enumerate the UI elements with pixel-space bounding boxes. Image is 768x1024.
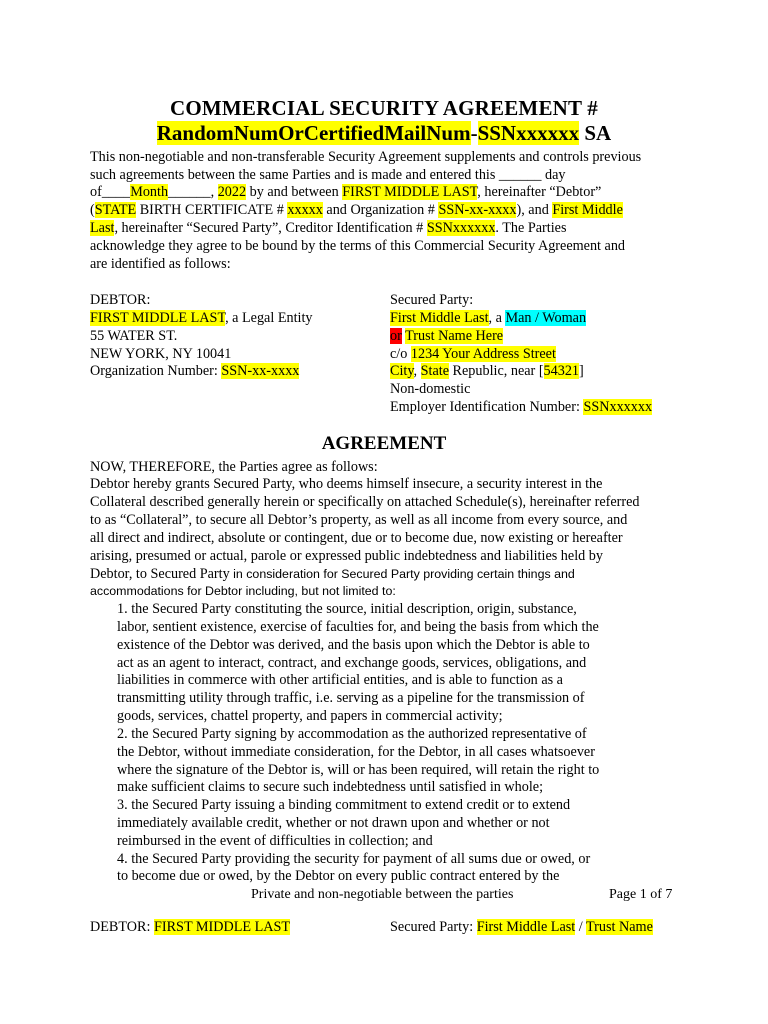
or-marker: or: [390, 328, 402, 344]
gender-field: Man / Woman: [505, 310, 587, 326]
debtor-city: NEW YORK, NY 10041: [90, 346, 232, 362]
list-item: goods, services, chattel property, and papers in commercial activity;: [117, 708, 503, 724]
agreement-title: COMMERCIAL SECURITY AGREEMENT #: [169, 96, 598, 120]
secured-party-ein: Employer Identification Number: SSNxxxxxx: [390, 399, 653, 415]
list-item: act as an agent to interact, contract, and exchange goods, services, obligations, and: [117, 655, 587, 671]
debtor-street: 55 WATER ST.: [90, 328, 178, 344]
secured-party-address: c/o 1234 Your Address Street: [390, 346, 556, 362]
list-item: 4. the Secured Party providing the security for payment of all sums due or owed, or: [117, 851, 591, 867]
list-item: where the signature of the Debtor is, will or has been required, will retain the right to: [117, 762, 600, 778]
bottom-debtor: DEBTOR: FIRST MIDDLE LAST: [90, 919, 291, 935]
list-item: reimbursed in the event of difficulties in collection; and: [117, 833, 433, 849]
year-field: 2022: [217, 184, 247, 200]
intro-line-3: of____Month______, 2022 by and between FIRST MIDDLE LAST, hereinafter “Debtor”: [90, 184, 602, 200]
secured-party-city: City, State Republic, near [54321]: [390, 363, 584, 379]
agreement-para-line: all direct and indirect, absolute or contingent, due or to become due, now existing or hereafter: [90, 530, 623, 546]
list-item: labor, sentient existence, exercise of faculties for, and being the basis from which the: [117, 619, 599, 635]
intro-line-4: (STATE BIRTH CERTIFICATE # xxxxx and Organization # SSN-xx-xxxx), and First Middle: [90, 202, 623, 218]
agreement-number: RandomNumOrCertifiedMailNum-SSNxxxxxx SA: [156, 121, 612, 145]
agreement-para-line: arising, presumed or actual, parole or expressed public indebtedness and liabilities held by: [90, 548, 603, 564]
debtor-name: FIRST MIDDLE LAST, a Legal Entity: [90, 310, 313, 326]
list-item: 3. the Secured Party issuing a binding commitment to extend credit or to extend: [117, 797, 571, 813]
list-item: 1. the Secured Party constituting the source, initial description, origin, substance,: [117, 601, 577, 617]
list-item: immediately available credit, whether or not drawn upon and whether or not: [117, 815, 550, 831]
list-item: liabilities in commerce with other artificial entities, and is able to function as a: [117, 672, 563, 688]
creditor-id-field: SSNxxxxxx: [426, 220, 496, 236]
bottom-secured-party: Secured Party: First Middle Last / Trust Name: [390, 919, 653, 935]
certified-mail-number: RandomNumOrCertifiedMailNum: [156, 121, 471, 145]
intro-line-1: This non-negotiable and non-transferable Security Agreement supplements and controls previous: [90, 149, 642, 165]
agreement-para-line: accommodations for Debtor including, but not limited to:: [90, 584, 396, 598]
secured-party-name: First Middle Last, a Man / Woman: [390, 310, 587, 326]
list-item: 2. the Secured Party signing by accommodation as the authorized representative of: [117, 726, 587, 742]
list-item: transmitting utility through traffic, i.e. serving as a pipeline for the transmission of: [117, 690, 585, 706]
page-number: Page 1 of 7: [609, 887, 673, 902]
secured-party-label: Secured Party:: [390, 292, 474, 308]
ssn-placeholder: SSNxxxxxx: [477, 121, 580, 145]
list-item: to become due or owed, by the Debtor on every public contract entered by the: [117, 868, 560, 884]
intro-line-6: acknowledge they agree to be bound by the terms of this Commercial Security Agreement and: [90, 238, 626, 254]
org-number-field: SSN-xx-xxxx: [438, 202, 517, 218]
intro-line-7: are identified as follows:: [90, 256, 231, 272]
state-field: STATE: [94, 202, 137, 218]
agreement-para-line: Debtor hereby grants Secured Party, who deems himself insecure, a security interest in the: [90, 476, 603, 492]
secured-party-name-field: First Middle: [552, 202, 623, 218]
agreement-para-line: to as “Collateral”, to secure all Debtor’s property, as well as all income from every source, and: [90, 512, 628, 528]
agreement-heading: AGREEMENT: [321, 433, 447, 454]
list-item: make sufficient claims to secure such indebtedness until satisfied in whole;: [117, 779, 544, 795]
footer-text: Private and non-negotiable between the parties: [251, 887, 514, 902]
secured-party-trust: or Trust Name Here: [390, 328, 504, 344]
debtor-label: DEBTOR:: [90, 292, 151, 308]
agreement-para-line: Collateral described generally herein or specifically on attached Schedule(s), hereinafter referred: [90, 494, 640, 510]
intro-line-5: Last, hereinafter “Secured Party”, Creditor Identification # SSNxxxxxx. The Parties: [90, 220, 567, 236]
month-field: Month: [130, 184, 169, 200]
list-item: existence of the Debtor was derived, and the basis upon which the Debtor is able to: [117, 637, 590, 653]
birth-cert-field: xxxxx: [287, 202, 323, 218]
intro-line-2: such agreements between the same Parties and is made and entered this ______ day: [90, 167, 566, 183]
agreement-para-line: Debtor, to Secured Party in consideration for Secured Party providing certain things and: [90, 566, 575, 582]
secured-party-nondomestic: Non-domestic: [390, 381, 471, 397]
agreement-now: NOW, THEREFORE, the Parties agree as follows:: [90, 459, 378, 475]
debtor-org-number: Organization Number: SSN-xx-xxxx: [90, 363, 300, 379]
list-item: the Debtor, without immediate consideration, for the Debtor, in all cases whatsoever: [117, 744, 595, 760]
debtor-name-field: FIRST MIDDLE LAST: [342, 184, 478, 200]
